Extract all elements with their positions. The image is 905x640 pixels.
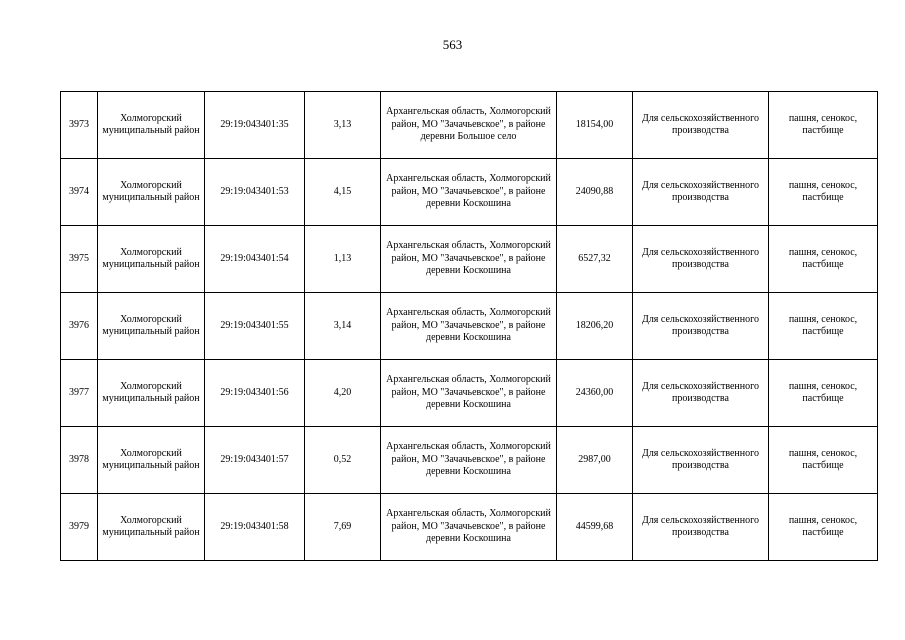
purpose-cell: Для сельскохозяйственного производства bbox=[633, 226, 769, 293]
land-plot-table bbox=[60, 91, 878, 561]
table-row bbox=[61, 494, 878, 561]
cadastral-number-cell: 29:19:043401:56 bbox=[205, 360, 305, 427]
value-cell: 44599,68 bbox=[557, 494, 633, 561]
purpose-cell: Для сельскохозяйственного производства bbox=[633, 360, 769, 427]
land-use-cell: пашня, сенокос, пастбище bbox=[769, 494, 878, 561]
district-cell: Холмогорский муниципальный район bbox=[98, 360, 205, 427]
district-cell: Холмогорский муниципальный район bbox=[98, 427, 205, 494]
row-number-cell: 3975 bbox=[61, 226, 98, 293]
land-use-cell: пашня, сенокос, пастбище bbox=[769, 360, 878, 427]
page-number: 563 bbox=[442, 37, 463, 52]
table-row bbox=[61, 293, 878, 360]
value-cell: 24360,00 bbox=[557, 360, 633, 427]
location-cell: Архангельская область, Холмогорский район, МО "Зачачьевское", в районе деревни Коскошина bbox=[381, 427, 557, 494]
land-use-cell: пашня, сенокос, пастбище bbox=[769, 427, 878, 494]
cadastral-number-cell: 29:19:043401:53 bbox=[205, 159, 305, 226]
location-cell: Архангельская область, Холмогорский район, МО "Зачачьевское", в районе деревни Коскошина bbox=[381, 159, 557, 226]
value-cell: 18206,20 bbox=[557, 293, 633, 360]
value-cell: 18154,00 bbox=[557, 92, 633, 159]
purpose-cell: Для сельскохозяйственного производства bbox=[633, 427, 769, 494]
location-cell: Архангельская область, Холмогорский район, МО "Зачачьевское", в районе деревни Коскошина bbox=[381, 226, 557, 293]
area-cell: 7,69 bbox=[305, 494, 381, 561]
land-use-cell: пашня, сенокос, пастбище bbox=[769, 92, 878, 159]
area-cell: 0,52 bbox=[305, 427, 381, 494]
district-cell: Холмогорский муниципальный район bbox=[98, 226, 205, 293]
district-cell: Холмогорский муниципальный район bbox=[98, 494, 205, 561]
area-cell: 4,15 bbox=[305, 159, 381, 226]
land-use-cell: пашня, сенокос, пастбище bbox=[769, 226, 878, 293]
purpose-cell: Для сельскохозяйственного производства bbox=[633, 494, 769, 561]
purpose-cell: Для сельскохозяйственного производства bbox=[633, 92, 769, 159]
location-cell: Архангельская область, Холмогорский район, МО "Зачачьевское", в районе деревни Коскошина bbox=[381, 494, 557, 561]
area-cell: 4,20 bbox=[305, 360, 381, 427]
value-cell: 6527,32 bbox=[557, 226, 633, 293]
area-cell: 3,13 bbox=[305, 92, 381, 159]
table-row bbox=[61, 92, 878, 159]
purpose-cell: Для сельскохозяйственного производства bbox=[633, 159, 769, 226]
table-row bbox=[61, 226, 878, 293]
district-cell: Холмогорский муниципальный район bbox=[98, 293, 205, 360]
land-use-cell: пашня, сенокос, пастбище bbox=[769, 293, 878, 360]
row-number-cell: 3973 bbox=[61, 92, 98, 159]
table-row bbox=[61, 427, 878, 494]
purpose-cell: Для сельскохозяйственного производства bbox=[633, 293, 769, 360]
location-cell: Архангельская область, Холмогорский район, МО "Зачачьевское", в районе деревни Большое село bbox=[381, 92, 557, 159]
location-cell: Архангельская область, Холмогорский район, МО "Зачачьевское", в районе деревни Коскошина bbox=[381, 360, 557, 427]
area-cell: 3,14 bbox=[305, 293, 381, 360]
location-cell: Архангельская область, Холмогорский район, МО "Зачачьевское", в районе деревни Коскошина bbox=[381, 293, 557, 360]
cadastral-number-cell: 29:19:043401:57 bbox=[205, 427, 305, 494]
land-use-cell: пашня, сенокос, пастбище bbox=[769, 159, 878, 226]
district-cell: Холмогорский муниципальный район bbox=[98, 92, 205, 159]
cadastral-number-cell: 29:19:043401:54 bbox=[205, 226, 305, 293]
row-number-cell: 3977 bbox=[61, 360, 98, 427]
table-row bbox=[61, 360, 878, 427]
cadastral-number-cell: 29:19:043401:55 bbox=[205, 293, 305, 360]
value-cell: 24090,88 bbox=[557, 159, 633, 226]
value-cell: 2987,00 bbox=[557, 427, 633, 494]
row-number-cell: 3978 bbox=[61, 427, 98, 494]
row-number-cell: 3976 bbox=[61, 293, 98, 360]
row-number-cell: 3974 bbox=[61, 159, 98, 226]
row-number-cell: 3979 bbox=[61, 494, 98, 561]
district-cell: Холмогорский муниципальный район bbox=[98, 159, 205, 226]
table-row bbox=[61, 159, 878, 226]
cadastral-number-cell: 29:19:043401:35 bbox=[205, 92, 305, 159]
cadastral-number-cell: 29:19:043401:58 bbox=[205, 494, 305, 561]
area-cell: 1,13 bbox=[305, 226, 381, 293]
